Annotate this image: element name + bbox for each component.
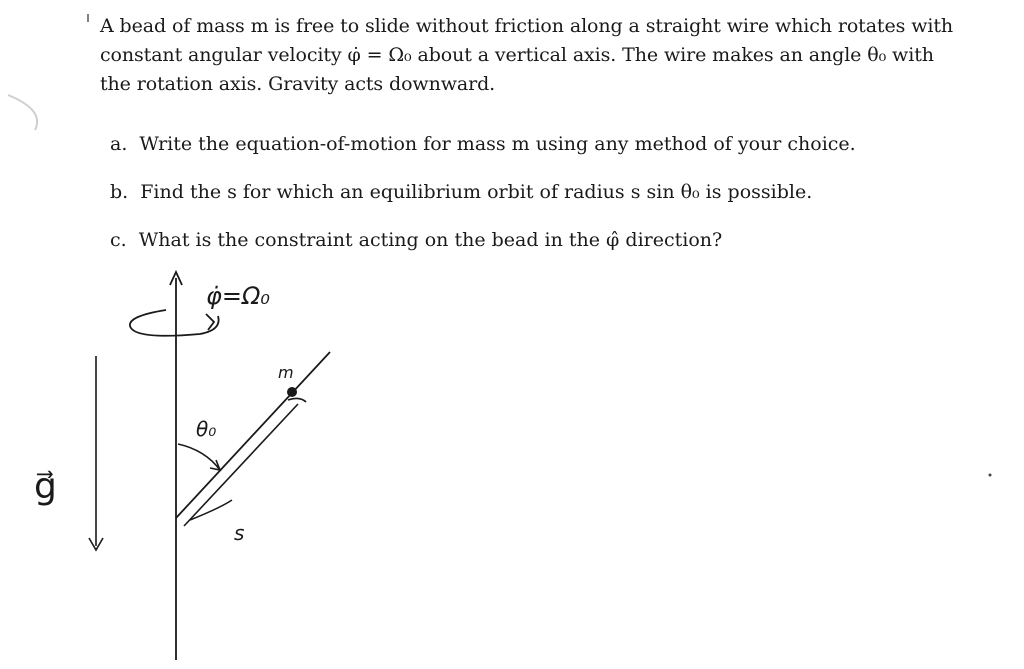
part-c-label: c. — [110, 229, 127, 251]
part-c-text: What is the constraint acting on the bead in the φ̂ direction? — [138, 229, 723, 251]
gravity-label: g⃗ — [34, 466, 57, 507]
part-b-label: b. — [110, 181, 129, 203]
margin-mark — [8, 95, 37, 130]
theta-label: θ₀ — [196, 417, 217, 441]
rotation-arrow — [130, 310, 219, 336]
part-a-label: a. — [110, 133, 128, 155]
problem-line-1: A bead of mass m is free to slide without friction along a straight wire which rotates with — [100, 15, 954, 37]
bead-hook — [288, 398, 306, 402]
omega-label: φ̇=Ω₀ — [206, 282, 270, 310]
part-a-text: Write the equation-of-motion for mass m using any method of your choice. — [139, 133, 856, 155]
part-b-text: Find the s for which an equilibrium orbit of radius s sin θ₀ is possible. — [140, 181, 813, 203]
problem-line-2: constant angular velocity φ̇ = Ω₀ about a vertical axis. The wire makes an angle θ₀ with — [100, 44, 934, 66]
theta-arc — [178, 444, 220, 470]
rotation-arrowhead — [206, 314, 214, 330]
stray-dot — [989, 474, 992, 477]
s-label: s — [234, 521, 245, 545]
bead — [287, 387, 297, 397]
problem-line-3: the rotation axis. Gravity acts downward. — [100, 73, 496, 95]
s-brace — [190, 500, 232, 520]
mass-label: m — [278, 363, 294, 382]
